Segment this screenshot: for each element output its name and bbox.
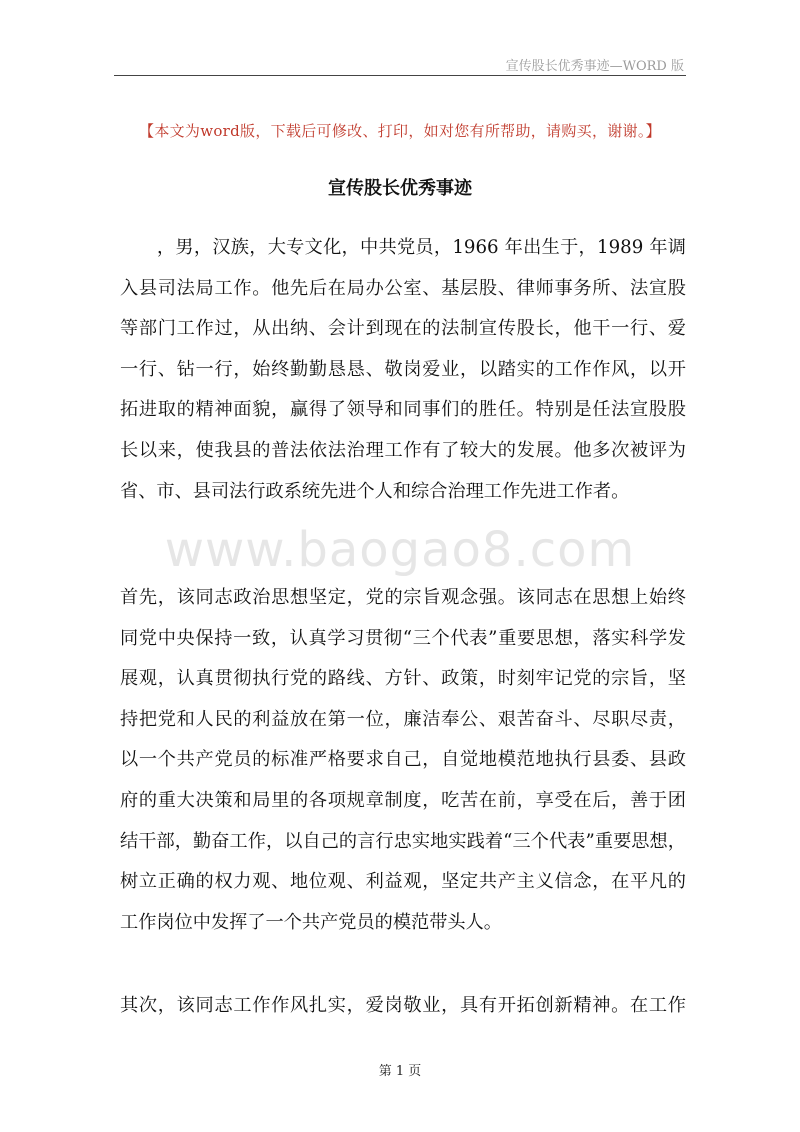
watermark-text: www.baogao8.com (164, 522, 636, 578)
paragraph-line: 一行、钻一行，始终勤勤恳恳、敬岗爱业，以踏实的工作作风，以开 (120, 358, 686, 380)
paragraph-line: 府的重大决策和局里的各项规章制度，吃苦在前，享受在后，善于团 (120, 789, 686, 811)
paragraph-line: 省、市、县司法行政系统先进个人和综合治理工作先进工作者。 (120, 480, 630, 502)
paragraph-line: 同党中央保持一致，认真学习贯彻“三个代表”重要思想，落实科学发 (120, 627, 686, 649)
paragraph-line: 树立正确的权力观、地位观、利益观，坚定共产主义信念，在平凡的 (120, 871, 686, 893)
paragraph-line: 长以来，使我县的普法依法治理工作有了较大的发展。他多次被评为 (120, 439, 686, 461)
paragraph-line: ，男，汉族，大专文化，中共党员，1966 年出生于，1989 年调 (120, 237, 686, 258)
running-header: 宣传股长优秀事迹—WORD 版 (505, 59, 684, 74)
paragraph-line: 入县司法局工作。他先后在局办公室、基层股、律师事务所、法宣股 (120, 277, 686, 299)
paragraph-line: 以一个共产党员的标准严格要求自己，自觉地模范地执行县委、县政 (120, 749, 686, 771)
paragraph-2 (120, 578, 686, 943)
paragraph-line: 展观，认真贯彻执行党的路线、方针、政策，时刻牢记党的宗旨，坚 (120, 668, 686, 690)
paragraph-3 (120, 986, 686, 1027)
paragraph-line: 等部门工作过，从出纳、会计到现在的法制宣传股长，他干一行、爱 (120, 318, 686, 340)
purchase-notice: 【本文为word版，下载后可修改、打印，如对您有所帮助，请购买，谢谢。】 (139, 122, 661, 140)
paragraph-line: 拓进取的精神面貌，赢得了领导和同事们的胜任。特别是任法宣股股 (120, 399, 686, 421)
header-divider (114, 75, 686, 76)
document-title: 宣传股长优秀事迹 (328, 178, 472, 199)
paragraph-line: 首先，该同志政治思想坚定，党的宗旨观念强。该同志在思想上始终 (120, 587, 686, 608)
paragraph-line: 工作岗位中发挥了一个共产党员的模范带头人。 (120, 911, 502, 933)
paragraph-line: 其次，该同志工作作风扎实，爱岗敬业，具有开拓创新精神。在工作 (120, 995, 686, 1016)
paragraph-line: 持把党和人民的利益放在第一位，廉洁奉公、艰苦奋斗、尽职尽责， (120, 708, 686, 730)
paragraph-line: 结干部，勤奋工作，以自己的言行忠实地实践着“三个代表”重要思想， (120, 830, 686, 852)
paragraph-1 (120, 228, 686, 512)
page-number: 第 1 页 (378, 1064, 422, 1079)
